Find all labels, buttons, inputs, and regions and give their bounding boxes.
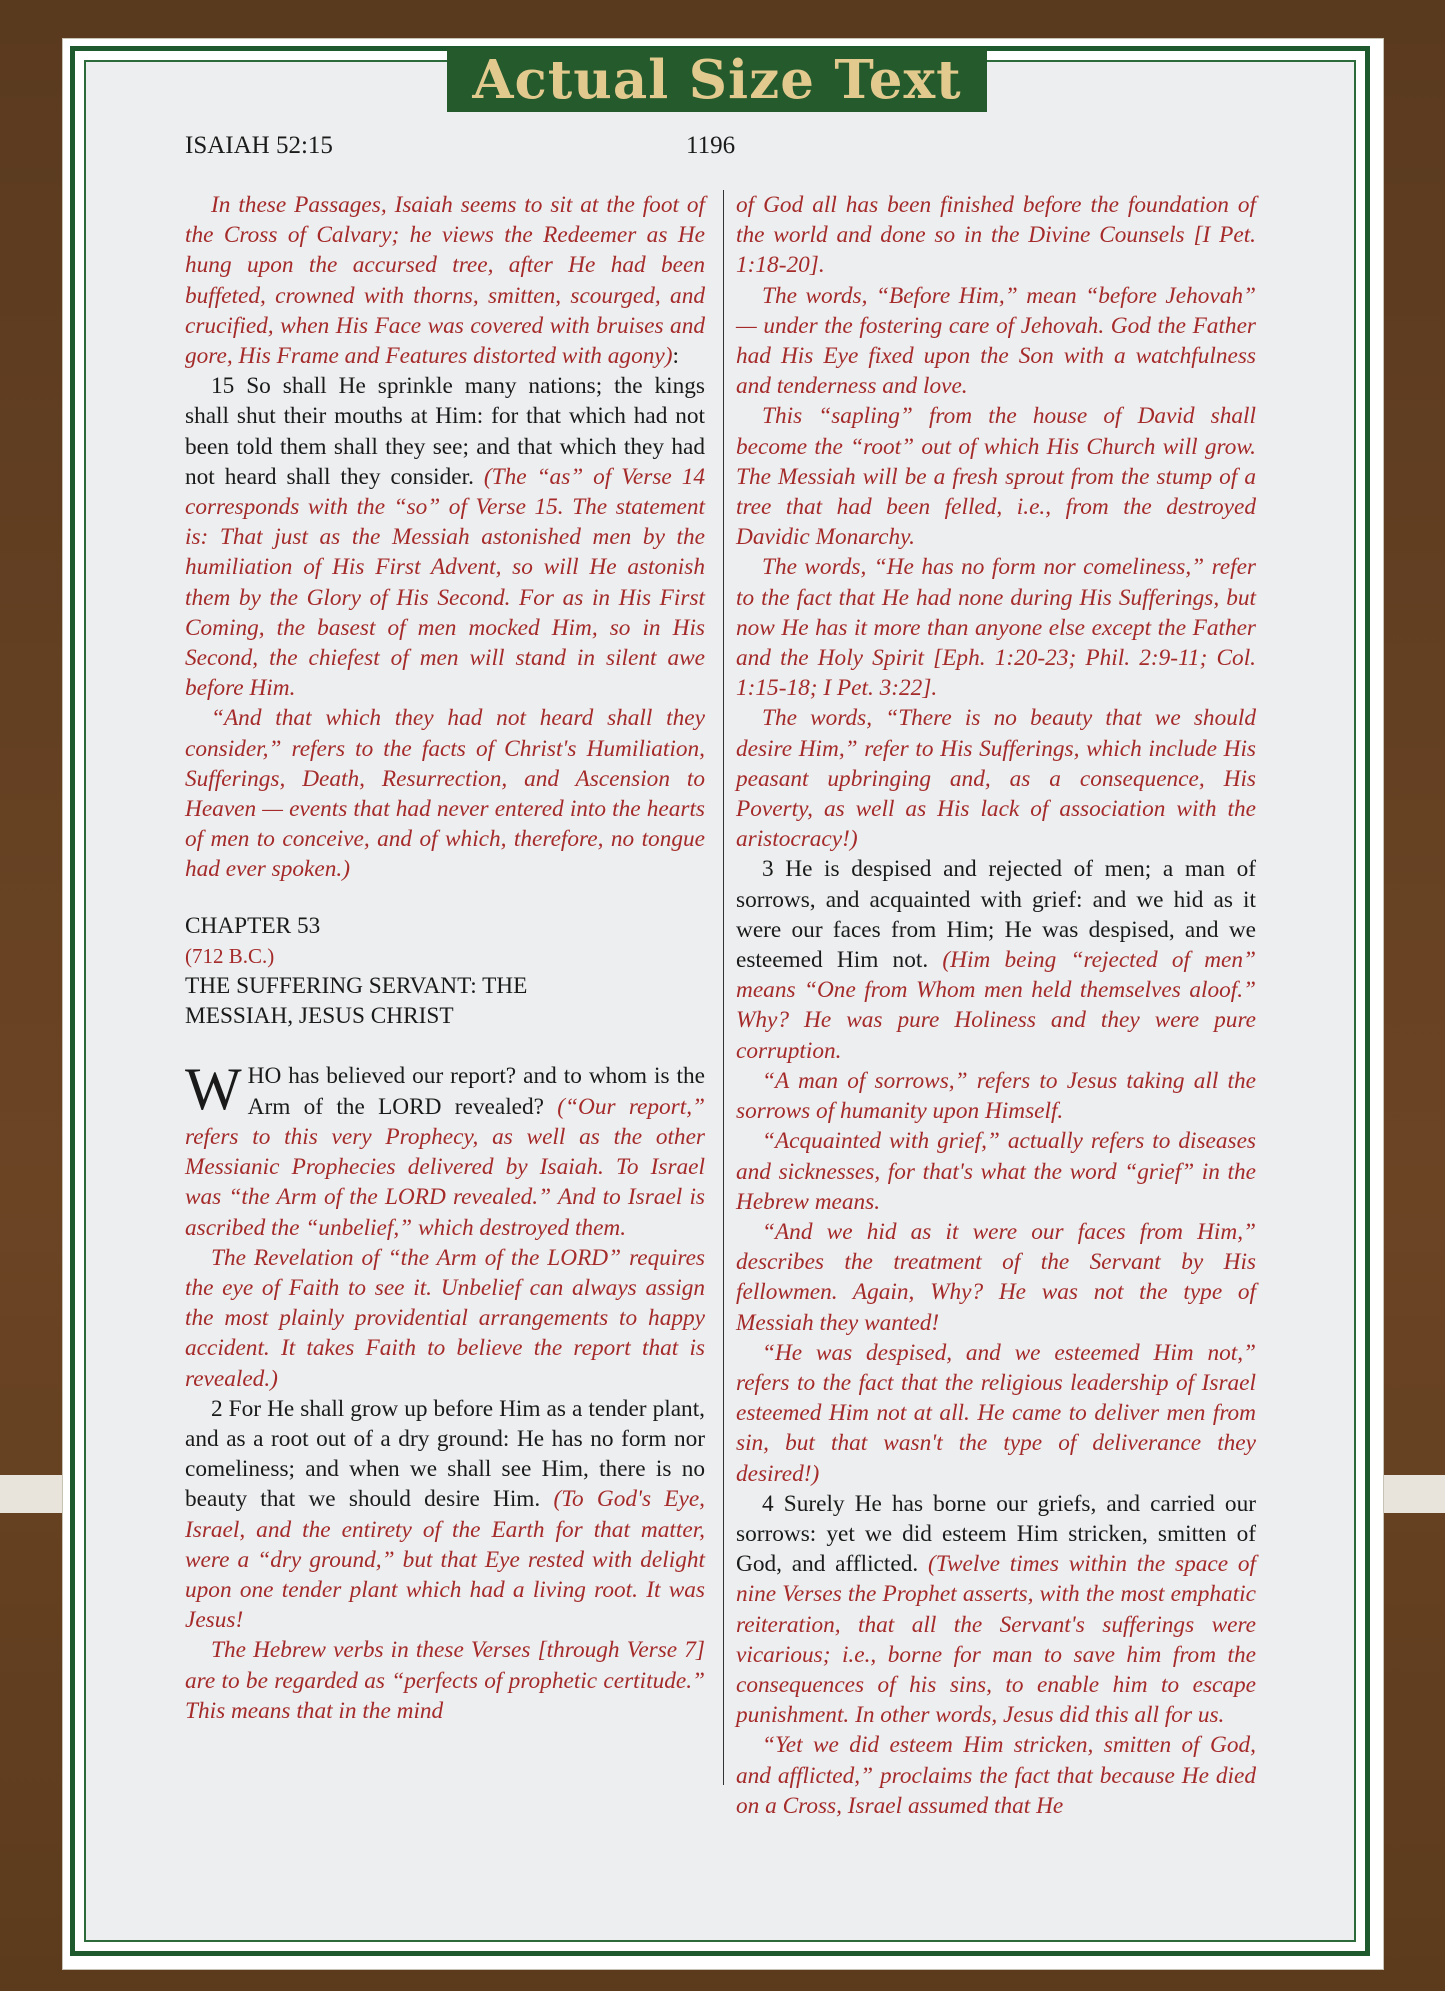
running-head-reference: ISAIAH 52:15 [185,132,333,159]
commentary-paragraph: The Hebrew verbs in these Verses [through Verse 7] are to be regarded as “perfects of prophetic certitude.” This means that in the mind [185,1637,705,1724]
commentary-paragraph: This “sapling” from the house of David shall become the “root” out of which His Church will grow. The Messiah will be a fresh sprout from the stump of a tree that had been felled, i.e., from the destroyed Davidic Monarchy. [736,403,1256,551]
commentary-paragraph: The words, “There is no beauty that we should desire Him,” refer to His Sufferings, which include His peasant upbringing and, as a consequence, His Poverty, as well as His lack of association with the aristocracy!) [736,705,1256,853]
commentary-paragraph: “Acquainted with grief,” actually refers to diseases and sicknesses, for that's what the word “grief” in the Hebrew means. [736,1128,1256,1215]
commentary-paragraph: “Yet we did esteem Him stricken, smitten of God, and afflicted,” proclaims the fact that because He died on a Cross, Israel assumed that He [736,1732,1256,1819]
commentary-paragraph: The Revelation of “the Arm of the LORD” requires the eye of Faith to see it. Unbelief can always assign the most plainly providential arrangements to happy accident. It takes Faith to believe the report that is revealed.) [185,1244,705,1392]
commentary-paragraph: “And we hid as it were our faces from Him,” describes the treatment of the Servant by His fellowmen. Again, Why? He was not the type of Messiah they wanted! [736,1218,1256,1336]
commentary-paragraph: In these Passages, Isaiah seems to sit at the foot of the Cross of Calvary; he views the Redeemer as He hung upon the accursed tree, after He had been buffeted, crowned with thorns, smitten, scourged, and crucified, when His Face was covered with bruises and gore, His Frame and Features distorted with agony): [185,192,705,370]
chapter-title: CHAPTER 53 [185,912,321,939]
column-divider [723,190,724,1785]
page-number: 1196 [686,132,736,159]
chapter-heading-line-2: MESSIAH, JESUS CHRIST [185,1003,454,1030]
title-banner: Actual Size Text [447,48,987,112]
verse-paragraph: WHO has believed our report? and to whom is the Arm of the LORD revealed? (“Our report,” refers to this very Prophecy, as well as the other Messianic Prophecies delivered by Isaiah. To Israel was “the Arm of the LORD revealed.” And to Israel is ascribed the “unbelief,” which destroyed them. [185,1056,705,1241]
verse-paragraph: 3 He is despised and rejected of men; a man of sorrows, and acquainted with grief: and we hid as it were our faces from Him; He was despised, and we esteemed Him not. (Him being “rejected of men” means “One from Whom men held themselves aloof.” Why? He was pure Holiness and they were pure corruption. [736,856,1256,1064]
commentary-paragraph: “A man of sorrows,” refers to Jesus taking all the sorrows of humanity upon Himself. [736,1067,1256,1125]
left-column [185,190,705,1726]
verse-paragraph: 2 For He shall grow up before Him as a tender plant, and as a root out of a dry ground: He has no form nor comeliness; and when we shall see Him, there is no beauty that we should desire Him. (To God's Eye, Israel, and the entirety of the Earth for that matter, were a “dry ground,” but that Eye rested with delight upon one tender plant which had a living root. It was Jesus! [185,1395,705,1634]
chapter-heading-line-1: THE SUFFERING SERVANT: THE [185,973,528,1000]
drop-cap: W [185,1056,242,1123]
chapter-date: (712 B.C.) [185,943,275,968]
commentary-paragraph: The words, “He has no form nor comeliness,” refer to the fact that He had none during His Sufferings, but now He has it more than anyone else except the Father and the Holy Spirit [Eph. 1:20-23; Phil. 2:9-11; Col. 1:15-18; I Pet. 3:22]. [736,554,1256,702]
right-column [736,190,1256,1821]
verse-paragraph: 4 Surely He has borne our griefs, and carried our sorrows: yet we did esteem Him stricken, smitten of God, and afflicted. (Twelve times within the space of nine Verses the Prophet asserts, with the most emphatic reiteration, that all the Servant's sufferings were vicarious; i.e., borne for man to save him from the consequences of his sins, to enable him to escape punishment. In other words, Jesus did this all for us. [736,1490,1256,1729]
commentary-paragraph: of God all has been finished before the foundation of the world and done so in the Divine Counsels [I Pet. 1:18-20]. [736,192,1256,279]
commentary-paragraph: The words, “Before Him,” mean “before Jehovah” — under the fostering care of Jehovah. God the Father had His Eye fixed upon the Son with a watchfulness and tenderness and love. [736,282,1256,400]
verse-paragraph: 15 So shall He sprinkle many nations; the kings shall shut their mouths at Him: for that which had not been told them shall they see; and that which they had not heard shall they consider. (The “as” of Verse 14 corresponds with the “so” of Verse 15. The statement is: That just as the Messiah astonished men by the humiliation of His First Advent, so will He astonish them by the Glory of His Second. For as in His First Coming, the basest of men mocked Him, so in His Second, the chiefest of men will stand in silent awe before Him. [185,373,705,702]
commentary-paragraph: “And that which they had not heard shall they consider,” refers to the facts of Christ's Humiliation, Sufferings, Death, Resurrection, and Ascension to Heaven — events that had never entered into the hearts of men to conceive, and of which, therefore, no tongue had ever spoken.) [185,705,705,883]
commentary-paragraph: “He was despised, and we esteemed Him not,” refers to the fact that the religious leadership of Israel esteemed Him not at all. He came to deliver men from sin, but that wasn't the type of deliverance they desired!) [736,1339,1256,1487]
